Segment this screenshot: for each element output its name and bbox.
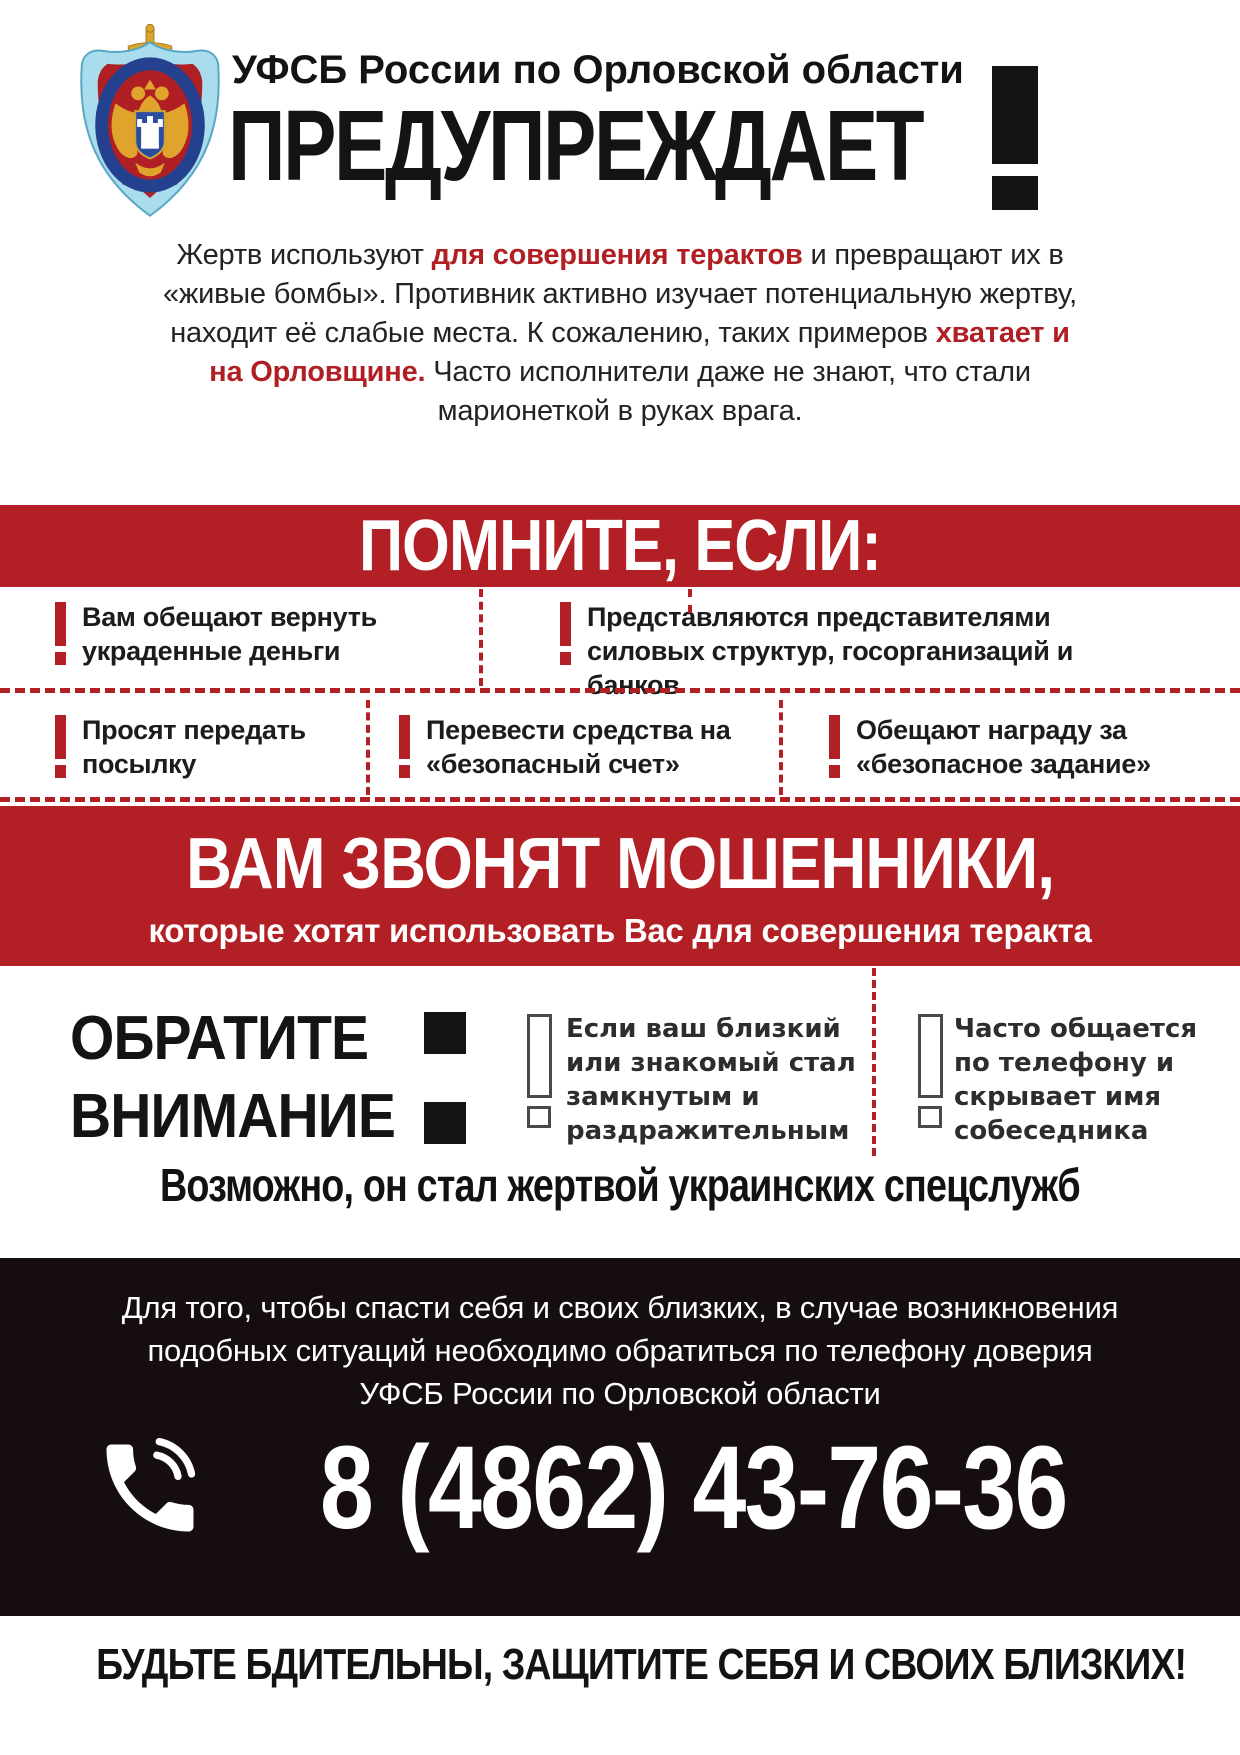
footer-slogan: БУДЬТЕ БДИТЕЛЬНЫ, ЗАЩИТИТЕ СЕБЯ И СВОИХ БЛИЗКИХ!	[96, 1640, 1187, 1689]
red-exclamation-icon	[399, 713, 410, 778]
phone-row	[0, 1422, 1240, 1554]
warning-item	[399, 713, 744, 781]
intro-text: Часто исполнители даже не знают, что стали марионеткой в руках врага.	[425, 356, 1031, 427]
attention-heading	[70, 1000, 395, 1156]
org-name: УФСБ России по Орловской области	[232, 48, 964, 92]
dashed-divider-horizontal	[0, 797, 1240, 802]
scammers-banner	[0, 806, 1240, 966]
outlined-exclamation-icon	[918, 1014, 943, 1128]
intro-text: Жертв используют	[176, 239, 432, 271]
remember-banner-title: ПОМНИТЕ, ЕСЛИ:	[359, 506, 881, 586]
warning-item-text: Представляются представителями силовых структур, госорганизаций и банков	[587, 602, 1074, 700]
warning-item-text: Перевести средства на «безопасный счет»	[426, 715, 731, 779]
scammers-banner-title: ВАМ ЗВОНЯТ МОШЕННИКИ,	[186, 824, 1054, 904]
red-exclamation-icon	[829, 713, 840, 778]
dashed-divider-vertical	[688, 589, 692, 613]
contact-text-line: подобных ситуаций необходимо обратиться по телефону доверия	[147, 1333, 1093, 1368]
attention-heading-line: ОБРАТИТЕ	[70, 1004, 369, 1073]
attention-item-text: Часто общается по телефону и скрывает имя собеседника	[954, 1014, 1198, 1146]
attention-heading-line: ВНИМАНИЕ	[70, 1082, 395, 1151]
red-exclamation-icon	[560, 600, 571, 665]
intro-highlight: хватает и на Орловщине.	[209, 317, 1070, 388]
fsb-emblem-icon	[76, 24, 224, 222]
warning-item	[560, 600, 1125, 702]
warning-item-text: Обещают награду за «безопасное задание»	[856, 715, 1151, 779]
warning-item-text: Просят передать посылку	[82, 715, 306, 779]
page-title: ПРЕДУПРЕЖДАЕТ	[228, 90, 923, 202]
phone-number: 8 (4862) 43-76-36	[319, 1422, 1067, 1554]
warning-item-text: Вам обещают вернуть украденные деньги	[82, 602, 377, 666]
warning-item	[55, 713, 335, 781]
phone-icon	[92, 1430, 208, 1546]
attention-item-text: Если ваш близкий или знакомый стал замкнутым и раздражительным	[566, 1014, 856, 1146]
outlined-exclamation-icon	[527, 1014, 552, 1128]
red-exclamation-icon	[55, 600, 66, 665]
warning-item	[55, 600, 395, 668]
dashed-divider-vertical	[479, 589, 483, 686]
intro-paragraph	[150, 236, 1090, 431]
title-exclamation-icon	[992, 66, 1038, 210]
dashed-divider-vertical	[779, 700, 783, 795]
dashed-divider-vertical	[872, 968, 876, 1156]
remember-banner	[0, 505, 1240, 587]
black-square-colon-icon	[424, 1012, 466, 1054]
conclusion-line: Возможно, он стал жертвой украинских спецслужб	[160, 1159, 1080, 1211]
red-exclamation-icon	[55, 713, 66, 778]
dashed-divider-horizontal	[0, 688, 1240, 693]
intro-text: и превращают их в «живые бомбы». Противник активно изучает потенциальную жертву, находит её слабые места. К сожалению, таких примеров	[162, 239, 1078, 349]
scammers-banner-subtitle: которые хотят использовать Вас для совершения теракта	[148, 912, 1092, 949]
warning-item	[829, 713, 1199, 781]
contact-section	[0, 1258, 1240, 1616]
dashed-divider-vertical	[366, 700, 370, 795]
black-square-colon-icon	[424, 1102, 466, 1144]
intro-highlight: для совершения терактов	[431, 239, 803, 271]
contact-text-line: УФСБ России по Орловской области	[359, 1376, 881, 1411]
contact-text-line: Для того, чтобы спасти себя и своих близких, в случае возникновения	[121, 1290, 1119, 1325]
